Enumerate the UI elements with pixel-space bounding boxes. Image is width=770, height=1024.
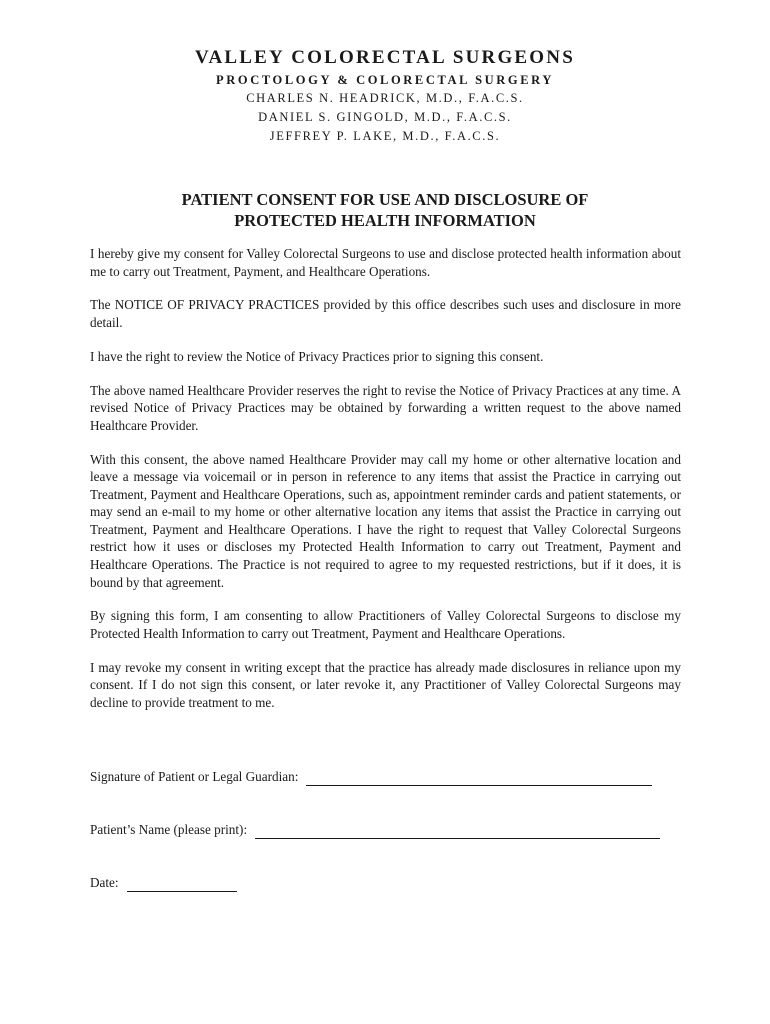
- consent-paragraph: The above named Healthcare Provider reserves the right to revise the Notice of Privacy Practices at any time. A revised Notice of Privacy Practices may be obtained by forwarding a written request to the above named Healthcare Provider.: [90, 382, 681, 433]
- letterhead: [0, 46, 770, 146]
- document-title-line: PATIENT CONSENT FOR USE AND DISCLOSURE OF: [181, 190, 589, 209]
- physician-name: CHARLES N. HEADRICK, M.D., F.A.C.S.: [246, 91, 524, 105]
- patient-name-label: Patient’s Name (please print):: [90, 822, 248, 837]
- signature-field[interactable]: [306, 771, 652, 786]
- patient-name-field[interactable]: [255, 824, 660, 839]
- document-title: [0, 189, 770, 231]
- consent-paragraph: I hereby give my consent for Valley Colorectal Surgeons to use and disclose protected health information about me to carry out Treatment, Payment, and Healthcare Operations.: [90, 246, 681, 279]
- practice-name: VALLEY COLORECTAL SURGEONS: [195, 47, 575, 68]
- date-field[interactable]: [127, 877, 237, 892]
- physician-name: JEFFREY P. LAKE, M.D., F.A.C.S.: [269, 129, 501, 143]
- physician-name: DANIEL S. GINGOLD, M.D., F.A.C.S.: [258, 110, 512, 124]
- consent-paragraph: I have the right to review the Notice of Privacy Practices prior to signing this consent.: [90, 348, 544, 364]
- signature-label: Signature of Patient or Legal Guardian:: [90, 769, 299, 784]
- patient-name-row: [90, 821, 660, 839]
- consent-paragraph: By signing this form, I am consenting to allow Practitioners of Valley Colorectal Surgeons to disclose my Protected Health Information to carry out Treatment, Payment and Healthcare Operations.: [90, 608, 681, 642]
- consent-paragraph: With this consent, the above named Healthcare Provider may call my home or other alternative location and leave a message via voicemail or in person in reference to any items that assist the Practice in carrying out Treatment, Payment and Healthcare Operations, such as, appointment reminder cards and patient statements, or may send an e-mail to my home or other alternative location any items that assist the Practice in carrying out Treatment, Payment and Healthcare Operations. I have the right to request that Valley Colorectal Surgeons restrict how it uses or discloses my Protected Health Information to carry out Treatment, Payment and Healthcare Operations. The Practice is not required to agree to my requested restrictions, but if it does, it is bound by that agreement.: [90, 451, 681, 590]
- date-label: Date:: [90, 875, 119, 890]
- consent-paragraph: The NOTICE OF PRIVACY PRACTICES provided by this office describes such uses and disclosure in more detail.: [90, 297, 681, 330]
- document-title-line: PROTECTED HEALTH INFORMATION: [234, 211, 536, 230]
- date-row: [90, 874, 237, 892]
- signature-row: [90, 768, 652, 786]
- consent-body: [90, 245, 681, 728]
- consent-paragraph: I may revoke my consent in writing except that the practice has already made disclosures in reliance upon my consent. If I do not sign this consent, or later revoke it, any Practitioner of Valley Colorectal Surgeons may decline to provide treatment to me.: [90, 659, 681, 710]
- practice-specialty: PROCTOLOGY & COLORECTAL SURGERY: [216, 73, 554, 87]
